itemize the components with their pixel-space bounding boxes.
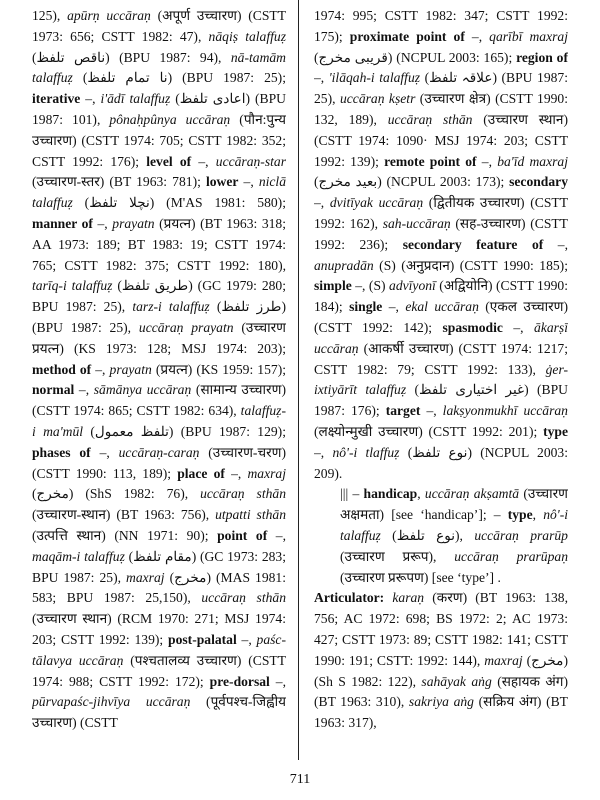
page-number: 711 xyxy=(289,772,311,787)
right-column-subentry: ||| – handicap, uccāraṇ akṣamtā (उच्चारण अक्षमता) [see ‘handicap’]; – type, nô'-i talaffuẓ (نوع تلفظ), uccāraṇ prarūp (उच्चारण प्ररूप), uccāraṇ prarūpaṇ (उच्चारण प्ररूपण) [see ‘type’] . xyxy=(340,486,568,585)
right-column xyxy=(314,6,568,761)
right-column-entry-continuation: 1974: 995; CSTT 1982: 347; CSTT 1992: 175); proximate point of –, qarībī maxraj (قریبی مخرج) (NCPUL 2003: 165); region of –, 'ilāqah-i talaffuẓ (علاقہ تلفظ) (BPU 1987: 25), uccāraṇ kṣetr (उच्चारण क्षेत्र) (CSTT 1990: 132, 189), uccāraṇ sthān (उच्चारण स्थान) (CSTT 1974: 1090· MSJ 1974: 203; CSTT 1992: 139); remote point of –, ba'īd maxraj (بعید مخرج) (NCPUL 2003: 173); secondary –, dvitīyak uccāraṇ (द्वितीयक उच्चारण) (CSTT 1992: 162), sah-uccāraṇ (सह-उच्चारण) (CSTT 1992: 236); secondary feature of –, anupradān (S) (अनुप्रदान) (CSTT 1990: 185); simple –, (S) advīyonī (अद्वियोनि) (CSTT 1990: 184); single –, ekal uccāraṇ (एकल उच्चारण) (CSTT 1992: 142); spasmodic –, ākarṣī uccāraṇ (आकर्षी उच्चारण) (CSTT 1974: 1217; CSTT 1982: 79; CSTT 1992: 133), ġer-ixtiyārīt talaffuẓ (غیر اختیاری تلفظ) (BPU 1987: 176); target –, lakṣyonmukhī uccāraṇ (लक्ष्योन्मुखी उच्चारण) (CSTT 1992: 201); type –, nô'-i tlaffuẓ (نوع تلفظ) (NCPUL 2003: 209). xyxy=(314,8,568,481)
left-column-text: 125), apūrṇ uccāraṇ (अपूर्ण उच्चारण) (CSTT 1973: 656; CSTT 1982: 47), nāqiṣ talaffuẓ (ناقص تلفظ) (BPU 1987: 94), nā-tamām talaffuẓ (نا تمام تلفظ) (BPU 1987: 25); iterative –, i'ādī talaffuẓ (اعادی تلفظ) (BPU 1987: 101), pônaḥpûnya uccāraṇ (पौन:पुन्य उच्चारण) (CSTT 1974: 705; CSTT 1982: 352; CSTT 1992: 176); level of –, uccāraṇ-star (उच्चारण-स्तर) (BT 1963: 781); lower –, niclā talaffuẓ (نچلا تلفظ) (M'AS 1981: 580); manner of –, prayatn (प्रयत्न) (BT 1963: 318; AA 1973: 189; BT 1983: 19; CSTT 1974: 765; CSTT 1982: 375; CSTT 1992: 180), tarīq-i talaffuẓ (طریق تلفظ) (GC 1979: 280; BPU 1987: 25), tarz-i talaffuẓ (طرز تلفظ) (BPU 1987: 25), uccāraṇ prayatn (उच्चारण प्रयत्न) (KS 1973: 128; MSJ 1974: 203); method of –, prayatn (प्रयत्न) (KS 1959: 157); normal –, sāmānya uccāraṇ (सामान्य उच्चारण) (CSTT 1974: 865; CSTT 1982: 634), talaffuẓ-i ma'mūl (تلفظ معمول) (BPU 1987: 129); phases of –, uccāraṇ-caraṇ (उच्चारण-चरण) (CSTT 1990: 113, 189); place of –, maxraj (مخرج) (ShS 1982: 76), uccāraṇ sthān (उच्चारण-स्थान) (BT 1963: 756), utpatti sthān (उत्पत्ति स्थान) (NN 1971: 90); point of –, maqām-i talaffuẓ (مقام تلفظ) (GC 1973: 283; BPU 1987: 25), maxraj (مخرج) (MAS 1981: 583; BPU 1987: 25,150), uccāraṇ sthān (उच्चारण स्थान) (RCM 1970: 271; MSJ 1974: 203; CSTT 1992: 139); post-palatal –, paśc-tālavya uccāraṇ (पश्चतालव्य उच्चारण) (CSTT 1974: 988; CSTT 1992: 172); pre-dorsal –, pūrvapaśc-jihvīya uccāraṇ (पूर्वपश्च-जिह्वीय उच्चारण) (CSTT xyxy=(32,8,286,731)
column-divider xyxy=(298,0,299,760)
right-column-entry-articulator: Articulator: karaṇ (करण) (BT 1963: 138, 756; AC 1972: 698; BS 1972: 2; AC 1973: 427; CSTT 1973: 89; CSTT 1982: 141; CSTT 1990: 191; CSTT: 1992: 144), maxraj (مخرج) (Sh S 1982: 122), sahāyak aṅg (सहायक अंग) (BT 1963: 310), sakriya aṅg (सक्रिय अंग) (BT 1963: 317), xyxy=(314,590,568,731)
left-column xyxy=(32,6,286,761)
